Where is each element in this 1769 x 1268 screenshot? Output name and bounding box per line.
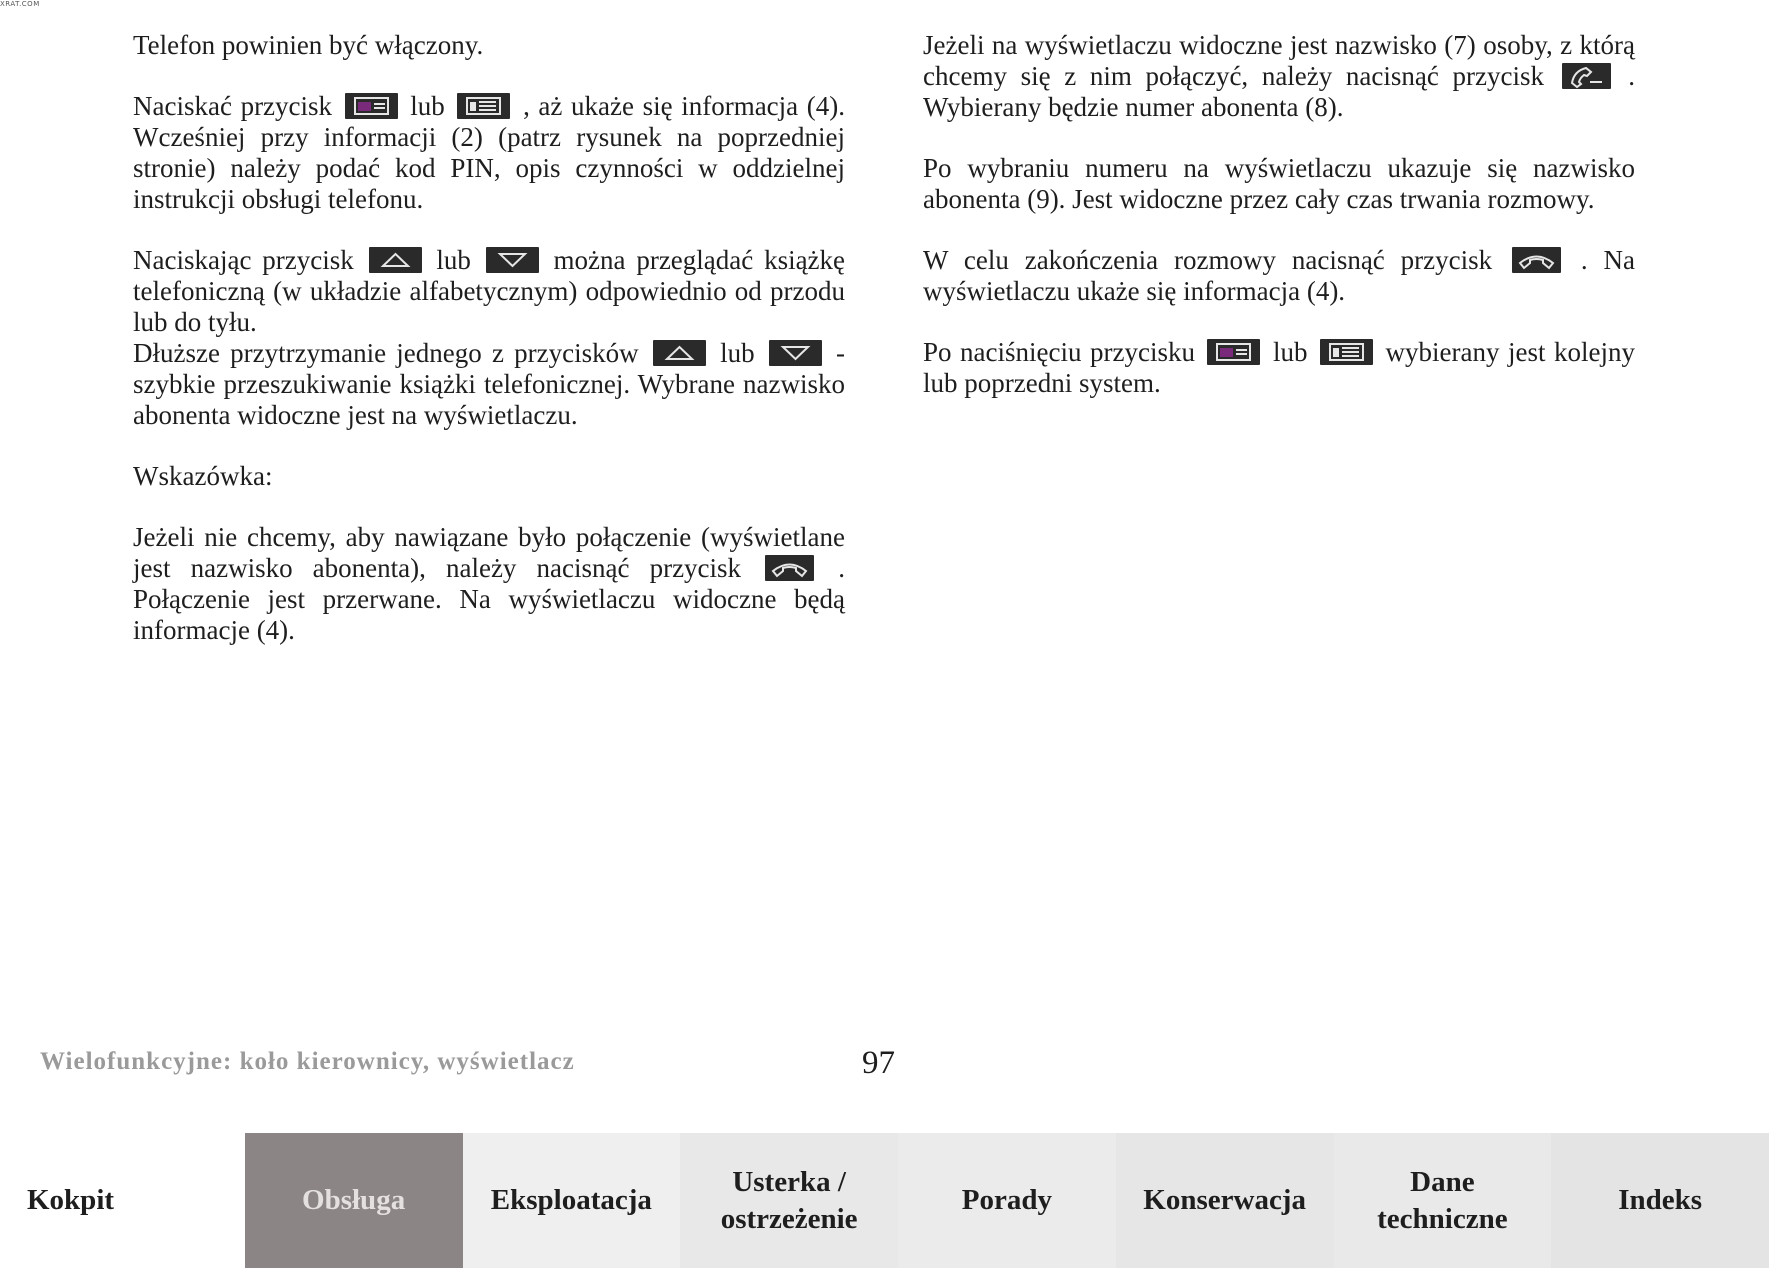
phone-end-icon (1512, 247, 1561, 273)
text: lub (720, 338, 755, 368)
chapter-tabs (0, 1133, 1769, 1268)
tab-label: Obsługa (302, 1184, 406, 1216)
hint-heading: Wskazówka: (133, 461, 273, 491)
display-next-icon (457, 93, 510, 119)
arrow-up-icon (653, 340, 706, 366)
arrow-down-icon (486, 247, 539, 273)
tab-kokpit[interactable] (0, 1133, 245, 1268)
tab-label: Dane techniczne (1377, 1165, 1508, 1235)
text: wybierany jest kolejny lub poprzedni system. (923, 337, 1636, 398)
tab-dane-techniczne[interactable] (1334, 1133, 1552, 1268)
text: lub (436, 245, 471, 275)
text: . Na wyświetlaczu ukaże się informacja (4). (923, 245, 1635, 306)
paragraph (133, 461, 845, 492)
text: Jeżeli nie chcemy, aby nawiązane było połączenie (wyświetlane jest nazwisko abonenta), należy nacisnąć przycisk (133, 522, 845, 583)
paragraph (923, 30, 1635, 123)
display-next-icon (1320, 339, 1373, 365)
text: . Wybierany będzie numer abonenta (8). (923, 61, 1635, 122)
tab-konserwacja[interactable] (1116, 1133, 1334, 1268)
paragraph (923, 153, 1635, 215)
paragraph (133, 30, 845, 61)
tab-eksploatacja[interactable] (463, 1133, 681, 1268)
tab-label: Indeks (1618, 1184, 1703, 1216)
arrow-up-icon (369, 247, 422, 273)
text: - szybkie przeszukiwanie książki telefonicznej. Wybrane nazwisko abonenta widoczne jest na wyświetlaczu. (133, 338, 846, 430)
text: Po naciśnięciu przycisku (923, 337, 1195, 367)
tab-obsluga[interactable] (245, 1133, 463, 1268)
tab-label: Eksploatacja (490, 1184, 652, 1216)
paragraph (923, 337, 1635, 399)
tab-indeks[interactable] (1551, 1133, 1769, 1268)
text: . Połączenie jest przerwane. Na wyświetlaczu widoczne będą informacje (4). (133, 553, 846, 645)
text: lub (410, 91, 445, 121)
text: Po wybraniu numeru na wyświetlaczu ukazuje się nazwisko abonenta (9). Jest widoczne przez cały czas trwania rozmowy. (923, 153, 1635, 214)
display-prev-icon (1207, 339, 1260, 365)
display-prev-icon (345, 93, 398, 119)
text: lub (1273, 337, 1308, 367)
paragraph (923, 245, 1635, 307)
right-column (923, 30, 1635, 429)
text: Jeżeli na wyświetlaczu widoczne jest nazwisko (7) osoby, z którą chcemy się z nim połączyć, należy nacisnąć przycisk (923, 30, 1635, 91)
phone-end-icon (765, 555, 814, 581)
text: można przeglądać książkę telefoniczną (w układzie alfabetycznym) odpowiednio od przodu lub do tyłu. (133, 245, 846, 337)
tab-label: Porady (961, 1184, 1052, 1216)
arrow-down-icon (769, 340, 822, 366)
page-number: 97 (862, 1045, 895, 1081)
text: Dłuższe przytrzymanie jednego z przycisków (133, 338, 639, 368)
text: Naciskając przycisk (133, 245, 354, 275)
paragraph (133, 245, 845, 338)
phone-send-icon (1562, 63, 1611, 89)
tab-label: Kokpit (27, 1184, 115, 1216)
tab-porady[interactable] (898, 1133, 1116, 1268)
tab-usterka-ostrzezenie[interactable] (680, 1133, 898, 1268)
text: W celu zakończenia rozmowy nacisnąć przycisk (923, 245, 1493, 275)
text: , aż ukaże się informacja (4). Wcześniej przy informacji (2) (patrz rysunek na poprzedniej stronie) należy podać kod PIN, opis czynności w oddzielnej instrukcji obsługi telefonu. (133, 91, 846, 214)
paragraph (133, 91, 845, 215)
paragraph (133, 338, 845, 431)
text: Naciskać przycisk (133, 91, 333, 121)
left-column (133, 30, 845, 676)
paragraph (133, 522, 845, 646)
tab-label: Konserwacja (1143, 1184, 1306, 1216)
section-title: Wielofunkcyjne: koło kierownicy, wyświetlacz (40, 1048, 575, 1075)
watermark: XRAT.COM (0, 0, 40, 8)
tab-label: Usterka / ostrzeżenie (720, 1165, 858, 1235)
text: Telefon powinien być włączony. (133, 30, 484, 60)
